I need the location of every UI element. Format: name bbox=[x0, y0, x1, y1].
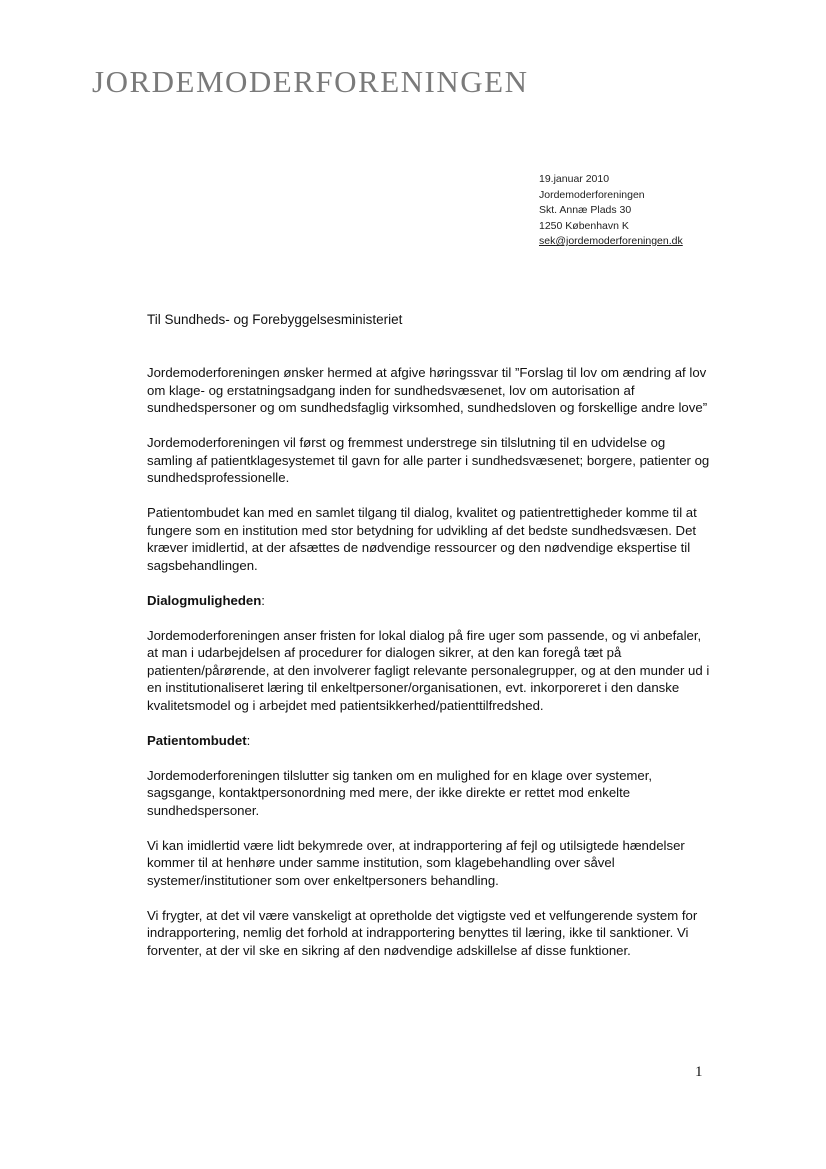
section-heading-dialog-text: Dialogmuligheden bbox=[147, 592, 262, 608]
paragraph-intro: Jordemoderforeningen ønsker hermed at afgive høringssvar til ”Forslag til lov om ændring af lov om klage- og erstatningsadgang inden for sundhedsvæsenet, lov om autorisation af sundhedspersoner og om sundhedsfaglig virksomhed, sundhedsloven og forskellige andre love” bbox=[147, 365, 708, 415]
sender-address-block bbox=[539, 172, 683, 250]
section-heading-patientombud bbox=[147, 732, 712, 750]
sender-email-link[interactable]: sek@jordemoderforeningen.dk bbox=[539, 235, 683, 247]
paragraph-system-complaints: Jordemoderforeningen tilslutter sig tanken om en mulighed for en klage over systemer, sagsgange, kontaktpersonordning med mere, der ikke direkte er rettet mod enkelte sundhedspersoner. bbox=[147, 767, 653, 818]
paragraph-dialog: Jordemoderforeningen anser fristen for lokal dialog på fire uger som passende, og vi anbefaler, at man i udarbejdelsen af procedurer for dialogen sikrer, at den kan foregå tæt på patienten/pårørende, at den involverer fagligt relevante personalegrupper, og at den munder ud i en institutionaliseret læring til enkeltpersoner/organisationen, evt. inkorporeret i den danske kvalitetsmodel og i arbejdet med patientsikkerhed/patienttilfredshed. bbox=[147, 627, 710, 713]
section-heading-dialog bbox=[147, 592, 712, 610]
section-heading-patientombud-text: Patientombudet bbox=[147, 732, 247, 748]
paragraph-patientombud-overview: Patientombudet kan med en samlet tilgang til dialog, kvalitet og patientrettigheder komme til at fungere som en institution med stor betydning for udvikling af det bedste sundhedsvæsen. Det kræver imidlertid, at der afsættes de nødvendige ressourcer og den nødvendige ekspertise til sagsbehandlingen. bbox=[147, 505, 697, 573]
section-heading-patientombud-colon: : bbox=[246, 732, 251, 748]
paragraph-concerns: Vi kan imidlertid være lidt bekymrede over, at indrapportering af fejl og utilsigtede hændelser kommer til at henhøre under samme institution, som klagebehandling over såvel systemer/institutioner som over enkeltpersoners behandling. bbox=[147, 837, 685, 888]
sender-city: 1250 København K bbox=[539, 219, 629, 232]
section-heading-dialog-colon: : bbox=[261, 592, 265, 608]
sender-name: Jordemoderforeningen bbox=[539, 188, 645, 201]
sender-street: Skt. Annæ Plads 30 bbox=[539, 204, 632, 216]
recipient-line: Til Sundheds- og Forebyggelsesministeriet bbox=[147, 312, 403, 327]
letter-body bbox=[147, 364, 712, 977]
letter-date: 19.januar 2010 bbox=[539, 173, 610, 185]
paragraph-support: Jordemoderforeningen vil først og fremmest understrege sin tilslutning til en udvidelse og samling af patientklagesystemet til gavn for alle parter i sundhedsvæsenet; borgere, patienter og sundhedsprofessionelle. bbox=[147, 435, 710, 485]
paragraph-fears: Vi frygter, at det vil være vanskeligt at opretholde det vigtigste ved et velfungerende system for indrapportering, nemlig det forhold at indrapportering benyttes til læring, ikke til sanktioner. Vi forventer, at der vil ske en sikring af den nødvendige adskillelse af disse funktioner. bbox=[147, 907, 698, 958]
organization-logo: JORDEMODERFORENINGEN bbox=[92, 64, 529, 99]
page-number: 1 bbox=[695, 1064, 703, 1080]
